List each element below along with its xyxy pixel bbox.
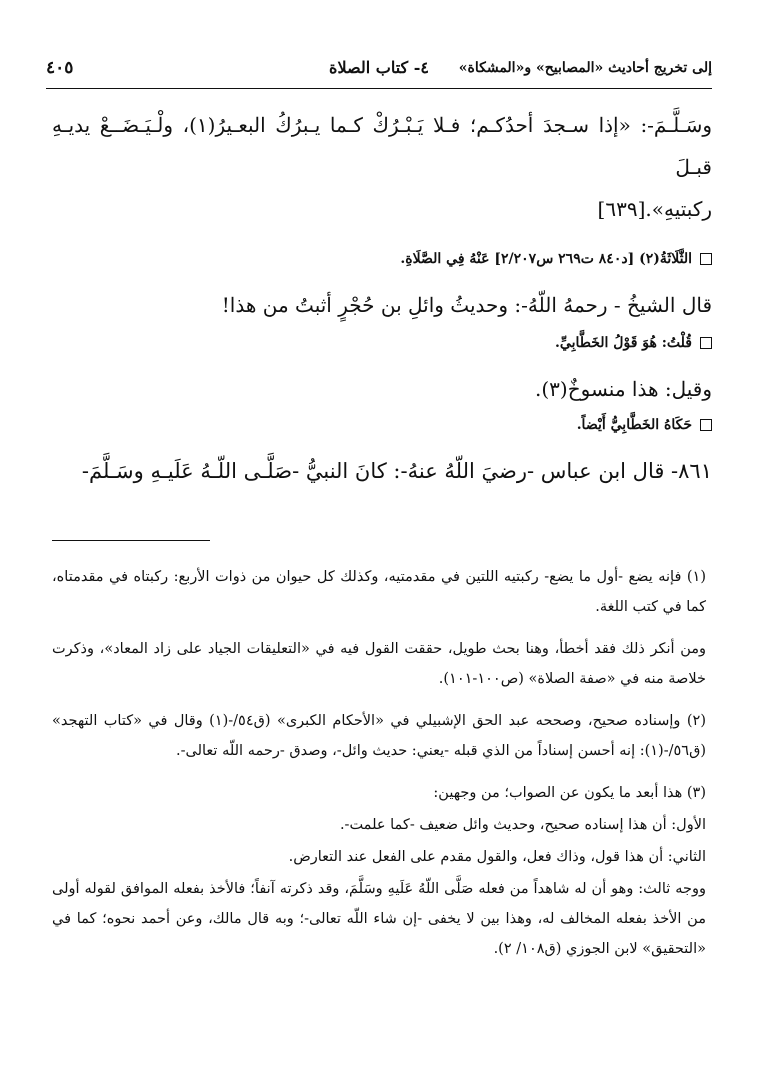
square-bullet-icon <box>700 337 712 349</box>
footnote-3-intro: (٣) هذا أبعد ما يكون عن الصواب؛ من وجهين: <box>433 785 706 801</box>
footnote-3-first: الأول: أن هذا إسناده صحيح، وحديث وائل ضعيف -كما علمت-. <box>339 817 706 833</box>
shaykh-quote: قال الشيخُ - رحمهُ اللّهُ-: وحديثُ وائلِ بن حُجْرٍ أثبتُ من هذا! <box>221 293 712 317</box>
header-divider <box>46 88 712 89</box>
footnote-divider <box>52 540 210 541</box>
hadith-continuation <box>52 104 712 230</box>
header-page-number: ٤٠٥ <box>46 58 74 78</box>
takhrij-text: الثَّلَاثَةُ(٢) [د٨٤٠ ت٢٦٩ س٢/٢٠٧] عَنْهُ فِي الصَّلَاةِ. <box>400 251 692 267</box>
hakahu-text: حَكَاهُ الخَطَّابِيُّ أَيْضاً. <box>576 417 692 433</box>
header-book-subtitle: إلى تخريج أحاديث «المصابيح» و«المشكاة» <box>458 60 712 76</box>
footnotes <box>52 562 706 966</box>
qila-line: وقيل: هذا منسوخٌ(٣). <box>534 377 712 401</box>
hadith-line-1: وسَـلَّـمَ-: «إذا سـجدَ أحدُكـم؛ فـلا يَـبْـرُكْ كـما يـبرُكُ البعـيرُ(١)، ولْـيَـضَــعْ يديـهِ قبـلَ <box>52 113 713 179</box>
footnote-2: (٢) وإسناده صحيح، وصححه عبد الحق الإشبيلي في «الأحكام الكبرى» (ق٥٤/-(١) وقال في «كتاب التهجد» (ق٥٦/-(١): إنه أحسن إسناداً من الذي قبله -يعني: حديث وائل-، وصدق -رحمه اللّه تعالى-. <box>52 713 706 759</box>
hakahu-note <box>52 410 712 440</box>
hadith-line-2: ركبتيهِ».[٦٣٩] <box>597 197 712 221</box>
header-chapter-title: ٤- كتاب الصلاة <box>329 58 429 77</box>
square-bullet-icon <box>700 253 712 265</box>
footnote-3-second: الثاني: أن هذا قول، وذاك فعل، والقول مقدم على الفعل عند التعارض. <box>288 849 706 865</box>
square-bullet-icon <box>700 419 712 431</box>
qultu-note <box>52 328 712 358</box>
running-header <box>46 56 712 86</box>
takhrij-note <box>52 244 712 274</box>
footnote-1b: ومن أنكر ذلك فقد أخطأ، وهنا بحث طويل، حققت القول فيه في «التعليقات الجياد على زاد المعاد»، وذكرت خلاصة منه في «صفة الصلاة» (ص١٠٠-١٠١). <box>52 641 706 687</box>
footnote-3-third: ووجه ثالث: وهو أن له شاهداً من فعله صَلَّى اللّهُ عَلَيهِ وسَلَّمَ، وقد ذكرته آنفاً؛ فالأخذ بفعله الموافق لقوله أولى من الأخذ بفعله المخالف له، وهذا بين لا يخفى -إن شاء اللّه تعالى-؛ وبه قال مالك، وعن أحمد نحوه؛ كما في «التحقيق» لابن الجوزي (ق١٠٨/ ٢). <box>52 881 706 957</box>
hadith-861: ٨٦١- قال ابن عباس -رضيَ اللّهُ عنهُ-: كانَ النبيُّ -صَلَّـى اللّـهُ عَلَيـهِ وسَـلَّمَ- <box>81 459 712 483</box>
qultu-text: قُلْتُ: هُوَ قَوْلُ الخَطَّابِيِّ. <box>555 335 692 351</box>
main-text <box>52 104 712 492</box>
footnote-1a: (١) فإنه يضع -أول ما يضع- ركبتيه اللتين في مقدمتيه، وكذلك كل حيوان من ذوات الأربع: ركبتاه في مقدمتاه، كما في كتب اللغة. <box>52 569 706 615</box>
